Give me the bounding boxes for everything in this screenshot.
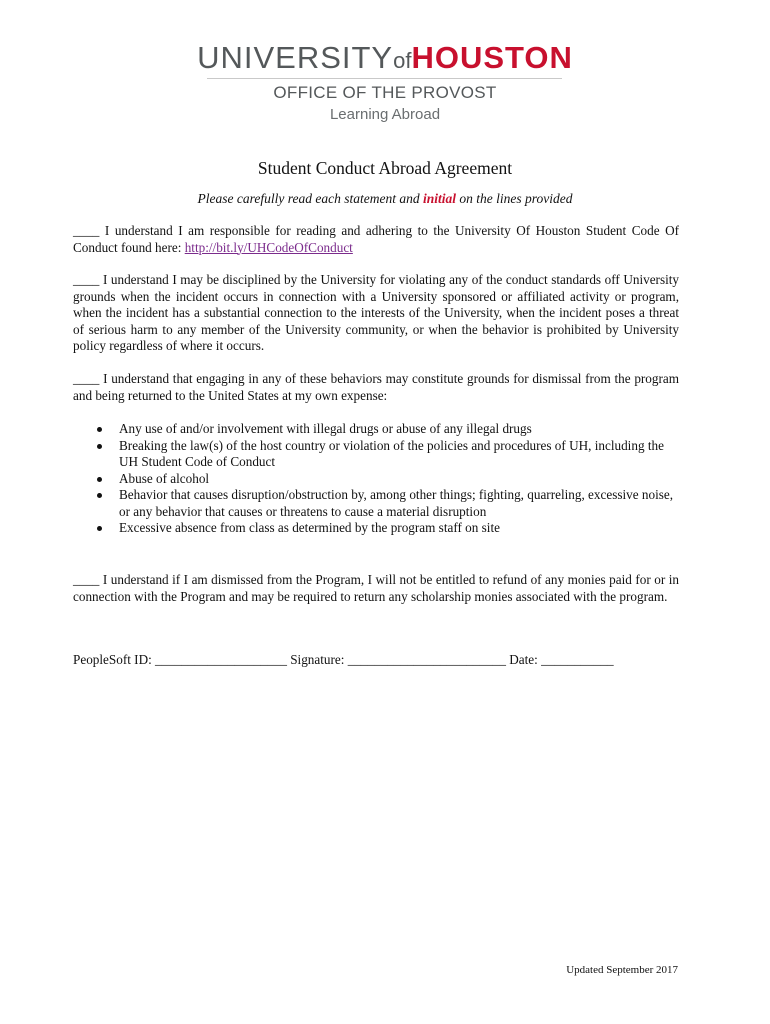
logo-of-text: of (393, 48, 412, 73)
logo-university-text: UNIVERSITY (197, 40, 394, 75)
statement-refund: ____ I understand if I am dismissed from the Program, I will not be entitled to refund of any monies paid for or in connection with the Program and may be required to return any scholarship monies associated with the program. (73, 572, 679, 604)
bullet-icon (97, 427, 102, 432)
program-name: Learning Abroad (329, 106, 441, 123)
statement-dismissal-behaviors: ____ I understand that engaging in any of these behaviors may constitute grounds for dismissal from the program and being returned to the United States at my own expense: (73, 371, 679, 403)
list-item: Behavior that causes disruption/obstruction by, among other things; fighting, quarreling, excessive noise, or any behavior that causes or threatens to cause a material disruption (73, 487, 679, 520)
bullet-icon (97, 444, 102, 449)
bullet-icon (97, 477, 102, 482)
office-name: OFFICE OF THE PROVOST (273, 83, 497, 102)
instruction-before: Please carefully read each statement and (197, 191, 423, 206)
code-of-conduct-link[interactable]: http://bit.ly/UHCodeOfConduct (184, 239, 353, 255)
instructions (0, 190, 770, 208)
statement-code-of-conduct (73, 223, 679, 256)
bullet-icon (97, 526, 102, 531)
statement-1-text: ____ I understand I am responsible for reading and adhering to the University Of Houston Student Code Of Conduct found here: (73, 223, 679, 255)
logo-divider (207, 78, 562, 79)
list-item: Abuse of alcohol (73, 471, 679, 488)
logo-houston-text: HOUSTON (411, 40, 573, 75)
list-item: Any use of and/or involvement with illegal drugs or abuse of any illegal drugs (73, 421, 679, 438)
document-title: Student Conduct Abroad Agreement (257, 158, 513, 178)
behaviors-list (73, 421, 679, 537)
instruction-highlight: initial (422, 191, 456, 206)
list-item: Breaking the law(s) of the host country or violation of the policies and procedures of UH, including the UH Student Code of Conduct (73, 438, 679, 471)
statement-discipline: ____ I understand I may be disciplined by the University for violating any of the conduct standards off University grounds when the incident occurs in connection with a University sponsored or affiliated activity or program, when the incident has a substantial connection to the interests of the University, when the incident poses a threat of serious harm to any member of the University community, or when the behavior is prohibited by University policy regardless of where it occurs. (73, 272, 679, 353)
bullet-icon (97, 493, 102, 498)
updated-date: Updated September 2017 (566, 964, 678, 976)
instruction-after: on the lines provided (455, 191, 573, 206)
list-item: Excessive absence from class as determined by the program staff on site (73, 520, 679, 537)
signature-line[interactable]: PeopleSoft ID: ____________________ Signature: ________________________ Date: ___________ (73, 652, 614, 667)
university-logo (0, 40, 770, 82)
